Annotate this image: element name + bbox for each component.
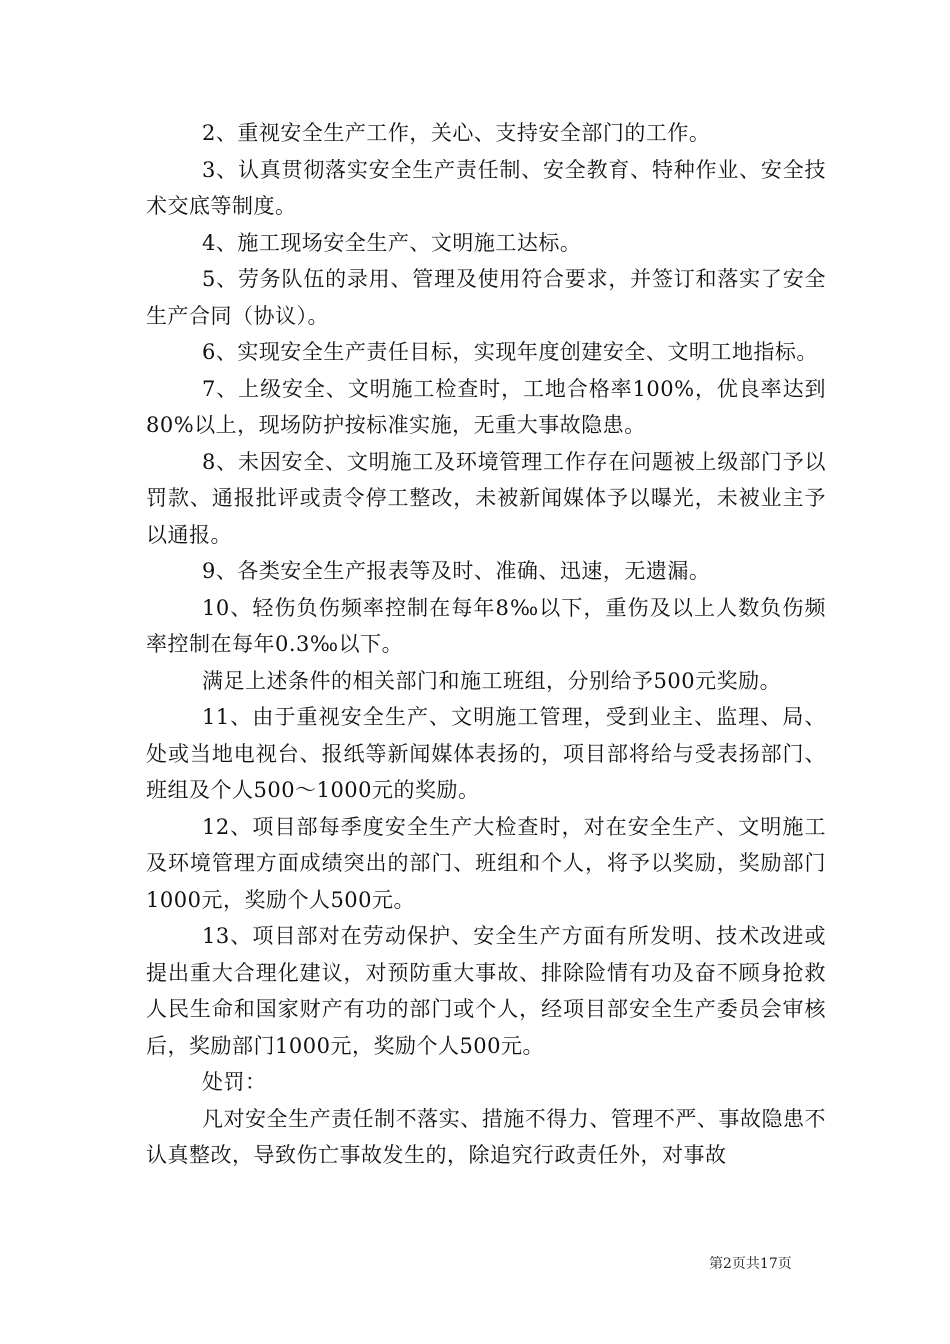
section-heading-penalty: 处罚： — [202, 1070, 267, 1094]
paragraph-item-2: 2、重视安全生产工作，关心、支持安全部门的工作。 — [202, 121, 711, 145]
paragraph-item-4: 4、施工现场安全生产、文明施工达标。 — [202, 230, 582, 255]
paragraph-penalty-intro: 凡对安全生产责任制不落实、措施不得力、管理不严、事故隐患不认真整改，导致伤亡事故发生的，除追究行政责任外，对事故 — [146, 1106, 826, 1167]
paragraph-item-8: 8、未因安全、文明施工及环境管理工作存在问题被上级部门予以罚款、通报批评或责令停工整改，未被新闻媒体予以曝光，未被业主予以通报。 — [146, 449, 826, 547]
paragraph-item-13: 13、项目部对在劳动保护、安全生产方面有所发明、技术改进或提出重大合理化建议，对预防重大事故、排除险情有功及奋不顾身抢救人民生命和国家财产有功的部门或个人，经项目部安全生产委员会审核后，奖励部门1000元，奖励个人500元。 — [146, 924, 826, 1058]
document-body — [146, 115, 826, 1174]
paragraph-item-10: 10、轻伤负伤频率控制在每年8‰以下，重伤及以上人数负伤频率控制在每年0.3‰以下。 — [146, 595, 826, 656]
paragraph-reward-summary: 满足上述条件的相关部门和施工班组，分别给予500元奖励。 — [202, 668, 782, 693]
paragraph-item-12: 12、项目部每季度安全生产大检查时，对在安全生产、文明施工及环境管理方面成绩突出的部门、班组和个人，将予以奖励，奖励部门1000元，奖励个人500元。 — [146, 814, 826, 912]
paragraph-item-6: 6、实现安全生产责任目标，实现年度创建安全、文明工地指标。 — [202, 340, 818, 364]
paragraph-item-11: 11、由于重视安全生产、文明施工管理，受到业主、监理、局、处或当地电视台、报纸等新闻媒体表扬的，项目部将给与受表扬部门、班组及个人500～1000元的奖励。 — [146, 705, 826, 802]
paragraph-item-3: 3、认真贯彻落实安全生产责任制、安全教育、特种作业、安全技术交底等制度。 — [146, 157, 826, 218]
paragraph-item-5: 5、劳务队伍的录用、管理及使用符合要求，并签订和落实了安全生产合同（协议）。 — [146, 267, 826, 328]
paragraph-item-9: 9、各类安全生产报表等及时、准确、迅速，无遗漏。 — [202, 559, 711, 583]
page-number-label: 第2页共17页 — [709, 1256, 792, 1272]
paragraph-item-7: 7、上级安全、文明施工检查时，工地合格率100%，优良率达到80%以上，现场防护按标准实施，无重大事故隐患。 — [146, 376, 826, 437]
